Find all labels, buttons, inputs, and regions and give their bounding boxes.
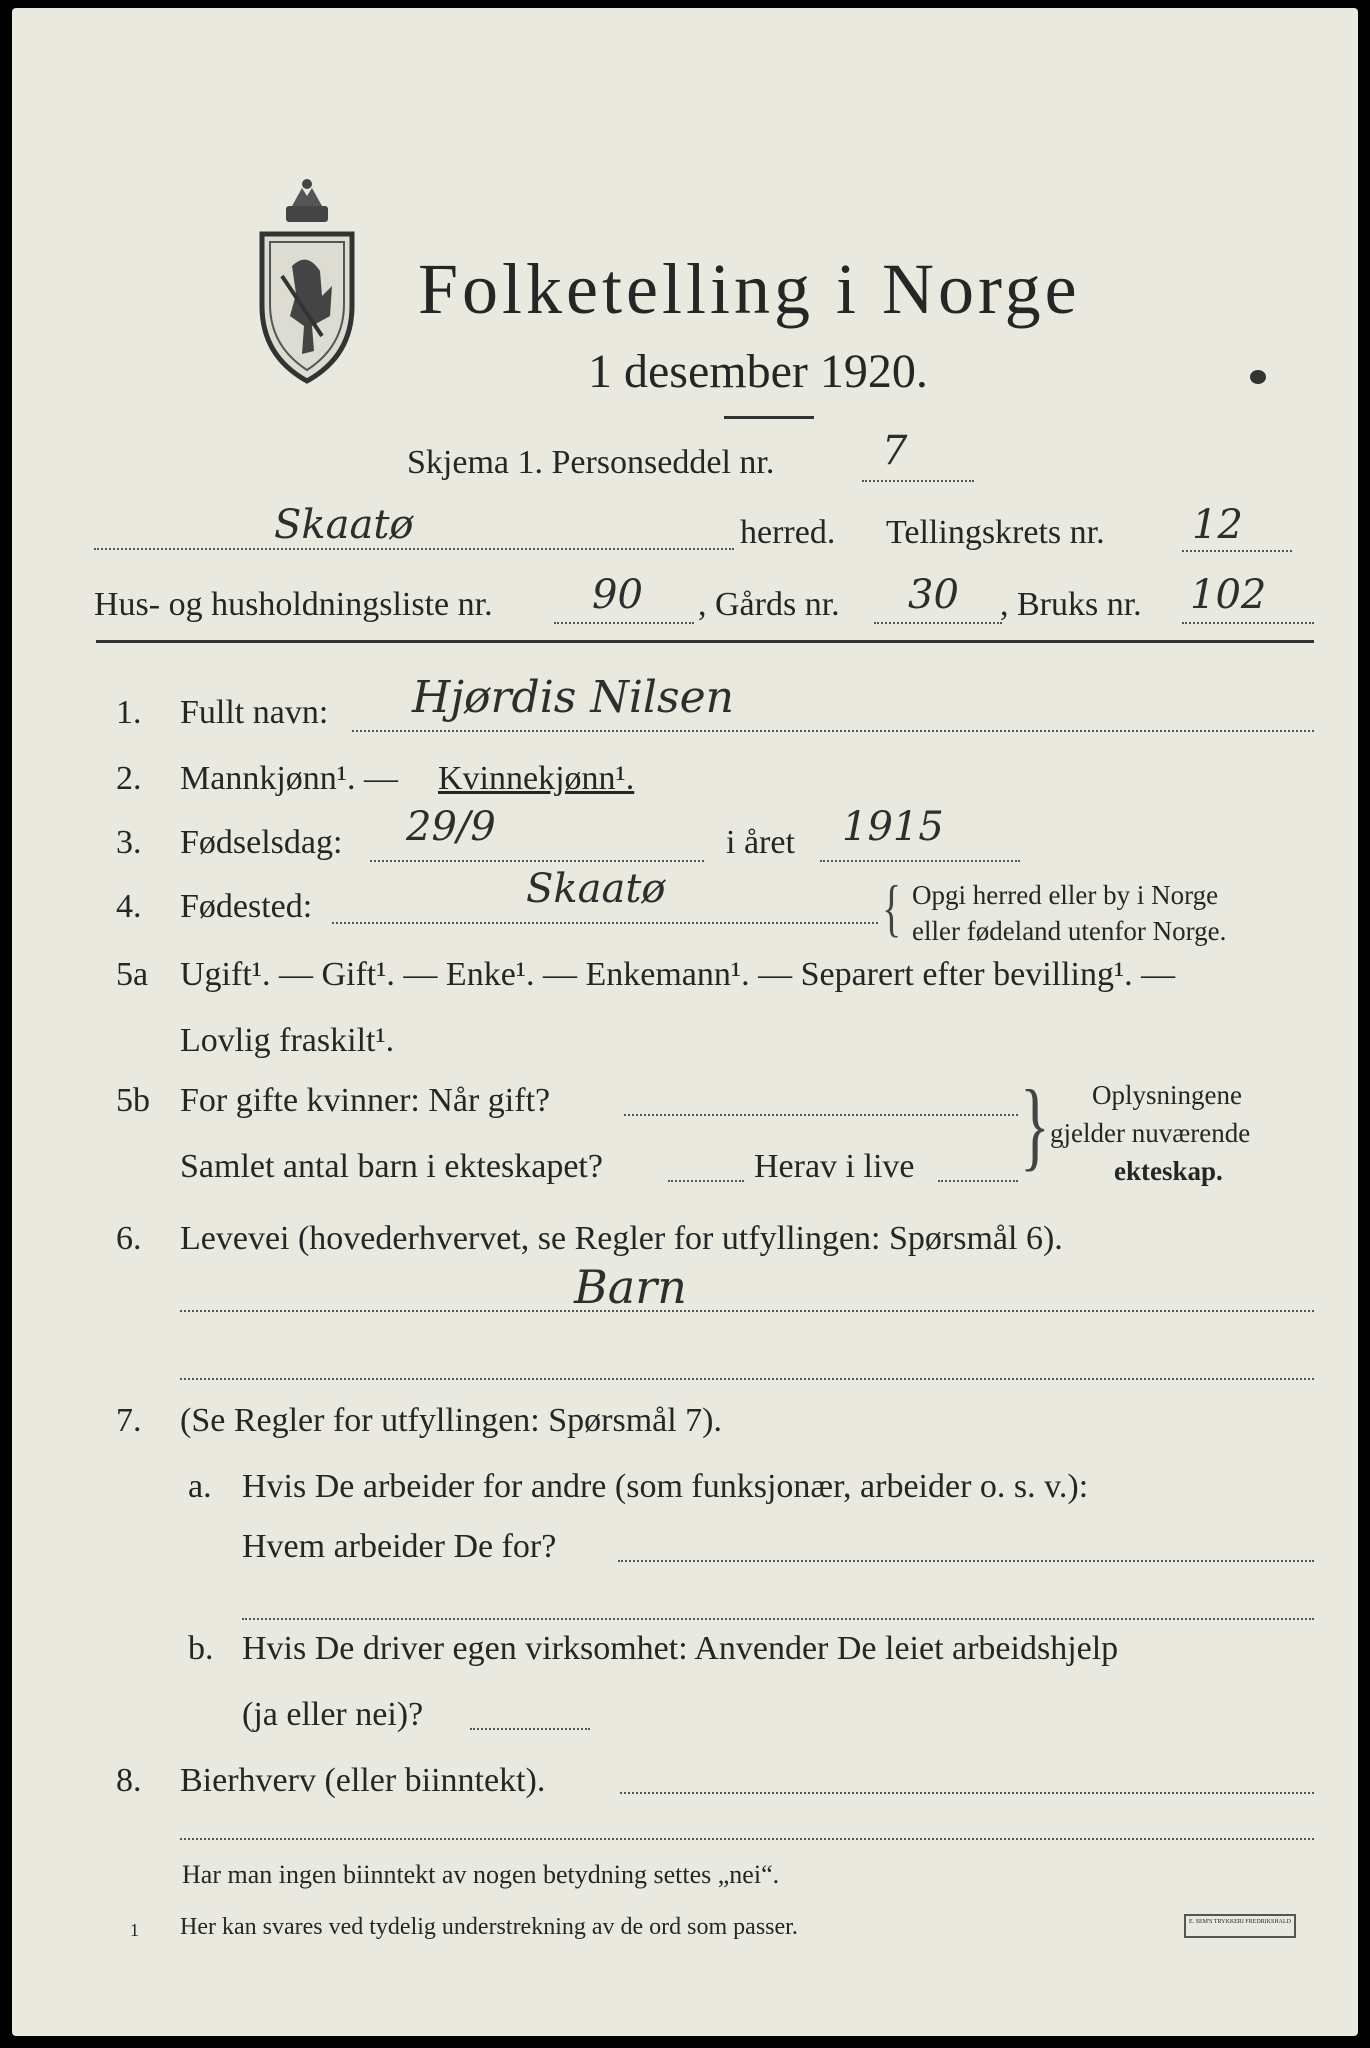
- q5a-options-2[interactable]: Lovlig fraskilt¹.: [180, 1022, 395, 1059]
- q7b-line-2: (ja eller nei)?: [242, 1696, 424, 1733]
- q8-label: Bierhverv (eller biinntekt).: [180, 1762, 546, 1799]
- personseddel-nr[interactable]: 7: [882, 428, 908, 474]
- personseddel-line: [862, 480, 974, 482]
- q1-number: 1.: [116, 694, 142, 731]
- q3-number: 3.: [116, 824, 142, 861]
- q7a-line-2: Hvem arbeider De for?: [242, 1528, 557, 1565]
- q1-label: Fullt navn:: [180, 694, 329, 731]
- q7a-letter: a.: [188, 1468, 212, 1505]
- q7-number: 7.: [116, 1402, 142, 1439]
- q3-day-line: [370, 860, 704, 862]
- q3-year-line: [820, 860, 1020, 862]
- title-divider: [724, 416, 814, 419]
- q6-label: Levevei (hovederhvervet, se Regler for utfyllingen: Spørsmål 6).: [180, 1220, 1063, 1257]
- gards-line: [874, 622, 1002, 624]
- q7a-line-1: Hvis De arbeider for andre (som funksjonær, arbeider o. s. v.):: [242, 1468, 1089, 1505]
- gards-label: , Gårds nr.: [698, 586, 840, 623]
- q5b-number: 5b: [116, 1082, 150, 1119]
- q5b-children-line: [668, 1180, 744, 1182]
- herred-line: [94, 548, 734, 550]
- header-rule: [96, 640, 1314, 643]
- occupation-value[interactable]: Barn: [574, 1260, 687, 1314]
- q5b-note-1: Oplysningene: [1092, 1080, 1242, 1110]
- footnote-text: Her kan svares ved tydelig understrekning av de ord som passer.: [180, 1914, 798, 1940]
- birthplace-value[interactable]: Skaatø: [526, 866, 666, 912]
- biinntekt-note: Har man ingen biinntekt av nogen betydning settes „nei“.: [182, 1860, 780, 1889]
- q2-number: 2.: [116, 760, 142, 797]
- q8-number: 8.: [116, 1762, 142, 1799]
- birth-date-value[interactable]: 29/9: [406, 804, 496, 850]
- q5b-note-3: ekteskap.: [1114, 1156, 1223, 1186]
- q5b-when-line: [624, 1114, 1018, 1116]
- q6-number: 6.: [116, 1220, 142, 1257]
- q7b-line-1: Hvis De driver egen virksomhet: Anvender De leiet arbeidshjelp: [242, 1630, 1119, 1667]
- q3-label: Fødselsdag:: [180, 824, 343, 861]
- q2-mannkjonn[interactable]: Mannkjønn¹. —: [180, 760, 398, 797]
- full-name-value[interactable]: Hjørdis Nilsen: [412, 672, 734, 723]
- q7a-answer-line: [618, 1560, 1314, 1562]
- q7b-letter: b.: [188, 1630, 214, 1667]
- q1-line: [352, 730, 1314, 732]
- q4-note-2: eller fødeland utenfor Norge.: [912, 916, 1227, 946]
- herred-value[interactable]: Skaatø: [274, 502, 414, 548]
- q5b-note-2: gjelder nuværende: [1050, 1118, 1251, 1148]
- q7b-answer-line: [470, 1728, 590, 1730]
- q5b-brace: }: [1020, 1071, 1050, 1181]
- printer-stamp: E. SEM'S TRYKKERI FREDRIKSHALD: [1184, 1914, 1296, 1938]
- q4-label: Fødested:: [180, 888, 313, 925]
- ink-dot: [1250, 370, 1266, 384]
- q4-note-1: Opgi herred eller by i Norge: [912, 880, 1219, 910]
- q4-brace: {: [882, 871, 902, 944]
- q5b-alive-line: [938, 1180, 1018, 1182]
- tellingskrets-nr[interactable]: 12: [1192, 502, 1243, 548]
- q4-number: 4.: [116, 888, 142, 925]
- q8-answer-line: [620, 1792, 1314, 1794]
- q7a-answer-line-2: [242, 1618, 1314, 1620]
- census-form-page: [12, 8, 1358, 2036]
- q5a-options[interactable]: Ugift¹. — Gift¹. — Enke¹. — Enkemann¹. — Separert efter bevilling¹. —: [180, 956, 1176, 993]
- q5b-children: Samlet antal barn i ekteskapet?: [180, 1148, 603, 1185]
- q3-year-label: i året: [726, 824, 795, 861]
- birth-year-value[interactable]: 1915: [842, 804, 944, 850]
- husliste-label: Hus- og husholdningsliste nr.: [94, 586, 493, 623]
- footnote-mark: 1: [130, 1920, 139, 1940]
- q6-line-2: [180, 1378, 1314, 1380]
- bruks-line: [1182, 622, 1314, 624]
- bruks-label: , Bruks nr.: [1000, 586, 1142, 623]
- norwegian-coat-of-arms-icon: [252, 176, 362, 386]
- q5b-when-married: For gifte kvinner: Når gift?: [180, 1082, 551, 1119]
- tellingskrets-line: [1182, 550, 1292, 552]
- q5b-alive: Herav i live: [754, 1148, 915, 1185]
- q5a-number: 5a: [116, 956, 149, 993]
- bruks-nr[interactable]: 102: [1190, 572, 1267, 618]
- husliste-nr[interactable]: 90: [592, 572, 643, 618]
- q6-line-1: [180, 1310, 1314, 1312]
- q8-answer-line-2: [180, 1838, 1314, 1840]
- herred-label: herred.: [740, 514, 836, 551]
- gards-nr[interactable]: 30: [908, 572, 959, 618]
- tellingskrets-label: Tellingskrets nr.: [886, 514, 1105, 551]
- schema-label: Skjema 1. Personseddel nr.: [407, 444, 775, 481]
- census-date: 1 desember 1920.: [588, 345, 928, 398]
- husliste-line: [554, 622, 694, 624]
- q2-kvinnekjonn[interactable]: Kvinnekjønn¹.: [438, 760, 635, 797]
- q4-line: [332, 922, 878, 924]
- q7-label: (Se Regler for utfyllingen: Spørsmål 7).: [180, 1402, 723, 1439]
- form-title: Folketelling i Norge: [418, 249, 1081, 329]
